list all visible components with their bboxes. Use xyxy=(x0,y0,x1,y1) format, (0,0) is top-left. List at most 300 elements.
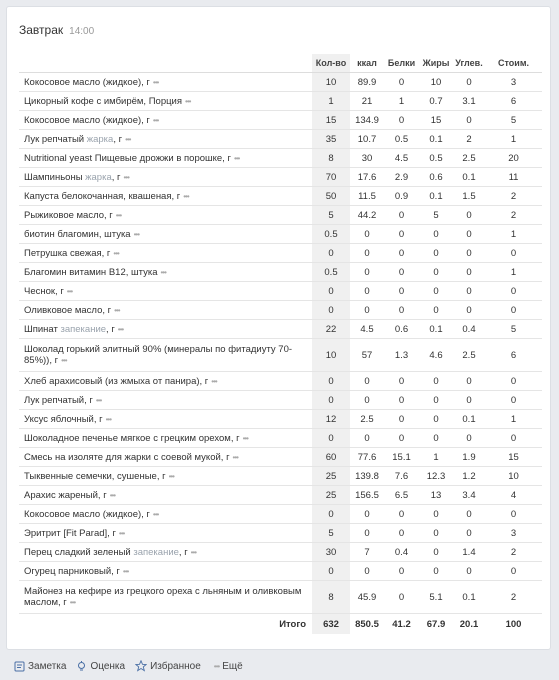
food-name-cell xyxy=(19,448,312,467)
favorite-button[interactable] xyxy=(135,660,201,672)
cost-cell: 0 xyxy=(485,301,542,320)
qty-cell[interactable]: 5 xyxy=(312,206,350,225)
carbs-cell: 0 xyxy=(453,206,485,225)
col-header-kcal: ккал xyxy=(350,54,384,73)
carbs-cell: 0.1 xyxy=(453,581,485,614)
protein-cell: 2.9 xyxy=(384,168,419,187)
row-menu-icon[interactable]: ••• xyxy=(115,210,122,220)
col-header-qty: Кол-во xyxy=(312,54,350,73)
qty-cell[interactable]: 0.5 xyxy=(312,263,350,282)
row-menu-icon[interactable]: ••• xyxy=(109,490,116,500)
fat-cell: 0 xyxy=(419,429,453,448)
table-row xyxy=(19,168,542,187)
kcal-cell: 45.9 xyxy=(350,581,384,614)
kcal-cell: 4.5 xyxy=(350,320,384,339)
qty-cell[interactable]: 10 xyxy=(312,339,350,372)
qty-cell[interactable]: 0 xyxy=(312,244,350,263)
carbs-cell: 0 xyxy=(453,429,485,448)
food-name[interactable]: Перец сладкий зеленый xyxy=(24,546,131,558)
row-menu-icon[interactable]: ••• xyxy=(105,414,112,424)
food-name[interactable]: Кокосовое масло (жидкое), г xyxy=(24,508,150,520)
table-row xyxy=(19,187,542,206)
kcal-cell: 139.8 xyxy=(350,467,384,486)
row-menu-icon[interactable]: ••• xyxy=(69,598,76,607)
protein-cell: 0 xyxy=(384,301,419,320)
fat-cell: 0.5 xyxy=(419,149,453,168)
table-row xyxy=(19,320,542,339)
fat-cell: 0 xyxy=(419,225,453,244)
note-icon xyxy=(14,661,25,672)
totals-row xyxy=(19,614,542,635)
protein-cell: 0.6 xyxy=(384,320,419,339)
star-icon xyxy=(135,660,147,672)
food-name-cell xyxy=(19,282,312,301)
qty-cell[interactable]: 15 xyxy=(312,111,350,130)
table-row xyxy=(19,543,542,562)
food-name-cell xyxy=(19,187,312,206)
fat-cell: 0 xyxy=(419,562,453,581)
qty-cell[interactable]: 12 xyxy=(312,410,350,429)
food-name[interactable]: Оливковое масло, г xyxy=(24,304,112,316)
fat-cell: 0 xyxy=(419,244,453,263)
table-row xyxy=(19,448,542,467)
row-menu-icon[interactable]: ••• xyxy=(232,452,238,462)
fat-cell: 5.1 xyxy=(419,581,453,614)
unit-suffix: , г xyxy=(106,323,115,335)
kcal-cell: 0 xyxy=(350,372,384,391)
row-menu-icon[interactable]: ••• xyxy=(118,528,125,538)
total-protein: 41.2 xyxy=(392,618,411,630)
food-name-cell xyxy=(19,244,312,263)
total-carbs: 20.1 xyxy=(459,618,479,630)
kcal-cell: 156.5 xyxy=(350,486,384,505)
cost-cell: 20 xyxy=(485,149,542,168)
carbs-cell: 2 xyxy=(453,130,485,149)
unit-suffix: , г xyxy=(178,546,188,558)
row-menu-icon[interactable]: ••• xyxy=(123,172,129,182)
food-rows xyxy=(19,73,542,614)
preparation-method: жарка xyxy=(86,133,114,145)
table-row xyxy=(19,486,542,505)
carbs-cell: 0 xyxy=(453,301,485,320)
row-menu-icon[interactable]: ••• xyxy=(152,115,159,125)
rate-button[interactable] xyxy=(76,661,125,672)
cost-cell: 2 xyxy=(485,206,542,225)
qty-cell[interactable]: 0 xyxy=(312,301,350,320)
fat-cell: 0 xyxy=(419,524,453,543)
bulb-icon xyxy=(76,661,87,672)
meal-header xyxy=(19,23,94,37)
table-row xyxy=(19,111,542,130)
qty-cell[interactable]: 30 xyxy=(312,543,350,562)
cost-cell: 1 xyxy=(485,225,542,244)
col-header-fat: Жиры xyxy=(419,54,453,73)
cost-cell: 6 xyxy=(485,92,542,111)
note-button[interactable] xyxy=(14,661,66,672)
row-menu-icon[interactable]: ••• xyxy=(152,509,159,519)
kcal-cell: 134.9 xyxy=(350,111,384,130)
kcal-cell: 11.5 xyxy=(350,187,384,206)
note-label: Заметка xyxy=(28,660,67,672)
cost-cell: 2 xyxy=(485,543,542,562)
total-cost: 100 xyxy=(505,618,522,630)
kcal-cell: 2.5 xyxy=(350,410,384,429)
food-name[interactable]: Цикорный кофе с имбирём, Порция xyxy=(24,95,183,107)
protein-cell: 0 xyxy=(384,263,419,282)
carbs-cell: 0 xyxy=(453,562,485,581)
carbs-cell: 0 xyxy=(453,73,485,92)
protein-cell: 0.9 xyxy=(384,187,419,206)
qty-cell[interactable]: 0 xyxy=(312,562,350,581)
carbs-cell: 2.5 xyxy=(453,149,485,168)
unit-suffix: , г xyxy=(113,133,123,145)
food-name[interactable]: Лук репчатый xyxy=(24,133,85,145)
cost-cell: 0 xyxy=(485,372,542,391)
food-name-cell xyxy=(19,429,312,448)
carbs-cell: 0.1 xyxy=(453,168,485,187)
food-name-cell xyxy=(19,410,312,429)
table-row xyxy=(19,562,542,581)
kcal-cell: 7 xyxy=(350,543,384,562)
fat-cell: 12.3 xyxy=(419,467,453,486)
food-name-cell xyxy=(19,372,312,391)
food-name[interactable]: Петрушка свежая, г xyxy=(24,247,111,259)
qty-cell[interactable]: 25 xyxy=(312,486,350,505)
row-menu-icon[interactable]: ••• xyxy=(61,356,67,365)
total-fat: 67.9 xyxy=(426,618,446,630)
carbs-cell: 0 xyxy=(453,372,485,391)
favorite-label: Избранное xyxy=(150,660,201,672)
cost-cell: 10 xyxy=(485,467,542,486)
food-name-cell xyxy=(19,73,312,92)
table-row xyxy=(19,391,542,410)
row-menu-icon[interactable]: ••• xyxy=(114,305,120,315)
carbs-cell: 0 xyxy=(453,391,485,410)
carbs-cell: 3.4 xyxy=(453,486,485,505)
carbs-cell: 0 xyxy=(453,111,485,130)
fat-cell: 13 xyxy=(419,486,453,505)
row-menu-icon[interactable]: ••• xyxy=(183,191,189,201)
carbs-cell: 0 xyxy=(453,263,485,282)
food-name-cell xyxy=(19,391,312,410)
food-name[interactable]: Кокосовое масло (жидкое), г xyxy=(24,114,150,126)
carbs-cell: 0.4 xyxy=(453,320,485,339)
unit-suffix: , г xyxy=(111,171,121,183)
table-row xyxy=(19,282,542,301)
protein-cell: 0 xyxy=(384,429,419,448)
fat-cell: 0.1 xyxy=(419,320,453,339)
more-label: Ещё xyxy=(222,660,243,672)
qty-cell[interactable]: 25 xyxy=(312,467,350,486)
cost-cell: 15 xyxy=(485,448,542,467)
table-row xyxy=(19,149,542,168)
food-name-cell xyxy=(19,130,312,149)
food-name[interactable]: Шоколад горький элитный 90% (минералы по фитадиуту 70-85%)), г xyxy=(24,344,293,366)
food-name-cell xyxy=(19,524,312,543)
carbs-cell: 1.2 xyxy=(453,467,485,486)
table-header-row xyxy=(19,54,542,73)
row-menu-icon[interactable]: ••• xyxy=(233,153,240,163)
protein-cell: 7.6 xyxy=(384,467,419,486)
total-qty: 632 xyxy=(312,614,350,635)
protein-cell: 15.1 xyxy=(384,448,419,467)
kcal-cell: 10.7 xyxy=(350,130,384,149)
food-table xyxy=(19,54,542,634)
food-name[interactable]: Майонез на кефире из грецкого ореха с льняным и оливковым маслом, г xyxy=(24,586,302,608)
preparation-method: жарка xyxy=(85,171,112,183)
protein-cell: 0.5 xyxy=(384,130,419,149)
fat-cell: 4.6 xyxy=(419,339,453,372)
table-row xyxy=(19,244,542,263)
table-row xyxy=(19,301,542,320)
col-header-cost: Стоим. xyxy=(485,54,542,73)
meal-title: Завтрак xyxy=(19,23,64,37)
fat-cell: 0.1 xyxy=(419,130,453,149)
carbs-cell: 3.1 xyxy=(453,92,485,111)
protein-cell: 0.4 xyxy=(384,543,419,562)
food-name[interactable]: Рыжиковое масло, г xyxy=(24,209,113,221)
qty-cell[interactable]: 0 xyxy=(312,505,350,524)
qty-cell[interactable]: 0 xyxy=(312,282,350,301)
food-name-cell xyxy=(19,581,312,614)
carbs-cell: 1.5 xyxy=(453,187,485,206)
food-name[interactable]: Шампиньоны xyxy=(24,171,83,183)
cost-cell: 1 xyxy=(485,263,542,282)
cost-cell: 0 xyxy=(485,562,542,581)
cost-cell: 0 xyxy=(485,391,542,410)
cost-cell: 5 xyxy=(485,111,542,130)
protein-cell: 0 xyxy=(384,225,419,244)
food-name-cell xyxy=(19,301,312,320)
table-row xyxy=(19,467,542,486)
cost-cell: 0 xyxy=(485,505,542,524)
food-name-cell xyxy=(19,320,312,339)
food-name-cell xyxy=(19,168,312,187)
cost-cell: 4 xyxy=(485,486,542,505)
qty-cell[interactable]: 50 xyxy=(312,187,350,206)
row-menu-icon[interactable]: ••• xyxy=(168,471,174,481)
protein-cell: 0 xyxy=(384,372,419,391)
food-name[interactable]: Шоколадное печенье мягкое с грецким орехом, г xyxy=(24,432,240,444)
row-menu-icon[interactable]: ••• xyxy=(117,324,124,334)
carbs-cell: 2.5 xyxy=(453,339,485,372)
carbs-cell: 0 xyxy=(453,282,485,301)
fat-cell: 0 xyxy=(419,372,453,391)
cost-cell: 0 xyxy=(485,244,542,263)
row-menu-icon[interactable]: ••• xyxy=(133,229,139,239)
kcal-cell: 0 xyxy=(350,562,384,581)
food-name[interactable]: Благомин витамин B12, штука xyxy=(24,266,158,278)
food-name-cell xyxy=(19,263,312,282)
fat-cell: 15 xyxy=(419,111,453,130)
food-name-cell xyxy=(19,111,312,130)
row-menu-icon[interactable]: ••• xyxy=(185,96,191,106)
food-name[interactable]: Уксус яблочный, г xyxy=(24,413,103,425)
fat-cell: 0.1 xyxy=(419,187,453,206)
row-menu-icon[interactable]: ••• xyxy=(125,134,131,144)
food-name-cell xyxy=(19,149,312,168)
food-name[interactable]: биотин благомин, штука xyxy=(24,228,131,240)
food-name[interactable]: Арахис жареный, г xyxy=(24,489,107,501)
fat-cell: 1 xyxy=(419,448,453,467)
row-menu-icon[interactable]: ••• xyxy=(66,286,73,296)
qty-cell[interactable]: 8 xyxy=(312,581,350,614)
fat-cell: 0 xyxy=(419,263,453,282)
fat-cell: 10 xyxy=(419,73,453,92)
meal-time: 14:00 xyxy=(69,26,95,37)
food-name-cell xyxy=(19,486,312,505)
food-name[interactable]: Хлеб арахисовый (из жмыха от панира), г xyxy=(24,375,209,387)
qty-cell[interactable]: 22 xyxy=(312,320,350,339)
food-name[interactable]: Эритрит [Fit Parad], г xyxy=(24,527,116,539)
food-name[interactable]: Чеснок, г xyxy=(24,285,64,297)
protein-cell: 0 xyxy=(384,410,419,429)
protein-cell: 0 xyxy=(384,524,419,543)
row-menu-icon[interactable]: ••• xyxy=(190,547,197,557)
protein-cell: 0 xyxy=(384,244,419,263)
qty-cell[interactable]: 8 xyxy=(312,149,350,168)
row-menu-icon[interactable]: ••• xyxy=(242,433,248,443)
row-menu-icon[interactable]: ••• xyxy=(122,566,129,576)
qty-cell[interactable]: 0.5 xyxy=(312,225,350,244)
table-row xyxy=(19,92,542,111)
food-name[interactable]: Капуста белокочанная, квашеная, г xyxy=(24,190,181,202)
table-row xyxy=(19,410,542,429)
fat-cell: 0 xyxy=(419,282,453,301)
table-row xyxy=(19,206,542,225)
rate-label: Оценка xyxy=(90,660,126,672)
table-row xyxy=(19,372,542,391)
table-row xyxy=(19,524,542,543)
protein-cell: 0 xyxy=(384,581,419,614)
kcal-cell: 0 xyxy=(350,301,384,320)
table-row xyxy=(19,263,542,282)
fat-cell: 0 xyxy=(419,391,453,410)
fat-cell: 0 xyxy=(419,505,453,524)
qty-cell[interactable]: 70 xyxy=(312,168,350,187)
food-name[interactable]: Шпинат xyxy=(24,323,58,335)
cost-cell: 0 xyxy=(485,429,542,448)
qty-cell[interactable]: 0 xyxy=(312,372,350,391)
fat-cell: 0 xyxy=(419,301,453,320)
col-header-name xyxy=(19,54,312,73)
cost-cell: 11 xyxy=(485,168,542,187)
qty-cell[interactable]: 0 xyxy=(312,391,350,410)
cost-cell: 1 xyxy=(485,410,542,429)
protein-cell: 0 xyxy=(384,111,419,130)
qty-cell[interactable]: 5 xyxy=(312,524,350,543)
cost-cell: 6 xyxy=(485,339,542,372)
food-name-cell xyxy=(19,225,312,244)
food-name[interactable]: Nutritional yeast Пищевые дрожжи в порошке, г xyxy=(24,152,231,164)
kcal-cell: 0 xyxy=(350,505,384,524)
qty-cell[interactable]: 10 xyxy=(312,73,350,92)
carbs-cell: 0.1 xyxy=(453,410,485,429)
food-name[interactable]: Смесь на изоляте для жарки с соевой мукой, г xyxy=(24,451,230,463)
table-row xyxy=(19,225,542,244)
cost-cell: 3 xyxy=(485,73,542,92)
totals-label: Итого xyxy=(279,618,306,630)
kcal-cell: 57 xyxy=(350,339,384,372)
col-header-carbs: Углев. xyxy=(453,54,485,73)
more-button[interactable] xyxy=(211,661,243,672)
preparation-method: запекание xyxy=(60,323,107,335)
protein-cell: 1 xyxy=(384,92,419,111)
table-row xyxy=(19,581,542,614)
protein-cell: 0 xyxy=(384,282,419,301)
kcal-cell: 77.6 xyxy=(350,448,384,467)
food-name-cell xyxy=(19,543,312,562)
more-icon: ••• xyxy=(213,661,220,671)
row-menu-icon[interactable]: ••• xyxy=(113,248,119,258)
food-name[interactable]: Тыквенные семечки, сушеные, г xyxy=(24,470,166,482)
food-name[interactable]: Огурец парниковый, г xyxy=(24,565,120,577)
cost-cell: 2 xyxy=(485,581,542,614)
food-name-cell xyxy=(19,339,312,372)
fat-cell: 0.6 xyxy=(419,168,453,187)
row-menu-icon[interactable]: ••• xyxy=(95,395,102,405)
carbs-cell: 0 xyxy=(453,524,485,543)
qty-cell[interactable]: 60 xyxy=(312,448,350,467)
protein-cell: 0 xyxy=(384,206,419,225)
meal-card xyxy=(6,6,551,650)
table-row xyxy=(19,73,542,92)
cost-cell: 3 xyxy=(485,524,542,543)
preparation-method: запекание xyxy=(133,546,179,558)
table-row xyxy=(19,339,542,372)
table-row xyxy=(19,130,542,149)
kcal-cell: 17.6 xyxy=(350,168,384,187)
qty-cell[interactable]: 1 xyxy=(312,92,350,111)
total-kcal: 850.5 xyxy=(355,618,379,630)
fat-cell: 0 xyxy=(419,410,453,429)
food-name-cell xyxy=(19,562,312,581)
action-bar xyxy=(14,660,243,672)
kcal-cell: 21 xyxy=(350,92,384,111)
food-name-cell xyxy=(19,505,312,524)
row-menu-icon[interactable]: ••• xyxy=(152,77,159,87)
qty-cell[interactable]: 0 xyxy=(312,429,350,448)
qty-cell[interactable]: 35 xyxy=(312,130,350,149)
food-name-cell xyxy=(19,92,312,111)
row-menu-icon[interactable]: ••• xyxy=(160,267,166,277)
carbs-cell: 1.9 xyxy=(453,448,485,467)
kcal-cell: 0 xyxy=(350,263,384,282)
kcal-cell: 0 xyxy=(350,391,384,410)
kcal-cell: 89.9 xyxy=(350,73,384,92)
protein-cell: 0 xyxy=(384,73,419,92)
kcal-cell: 0 xyxy=(350,282,384,301)
kcal-cell: 0 xyxy=(350,429,384,448)
kcal-cell: 44.2 xyxy=(350,206,384,225)
table-row xyxy=(19,429,542,448)
kcal-cell: 0 xyxy=(350,244,384,263)
carbs-cell: 1.4 xyxy=(453,543,485,562)
food-name-cell xyxy=(19,206,312,225)
fat-cell: 0.7 xyxy=(419,92,453,111)
protein-cell: 0 xyxy=(384,505,419,524)
food-name[interactable]: Лук репчатый, г xyxy=(24,394,93,406)
kcal-cell: 0 xyxy=(350,225,384,244)
carbs-cell: 0 xyxy=(453,244,485,263)
protein-cell: 4.5 xyxy=(384,149,419,168)
protein-cell: 1.3 xyxy=(384,339,419,372)
cost-cell: 2 xyxy=(485,187,542,206)
food-name-cell xyxy=(19,467,312,486)
food-name[interactable]: Кокосовое масло (жидкое), г xyxy=(24,76,150,88)
row-menu-icon[interactable]: ••• xyxy=(211,376,217,386)
protein-cell: 6.5 xyxy=(384,486,419,505)
